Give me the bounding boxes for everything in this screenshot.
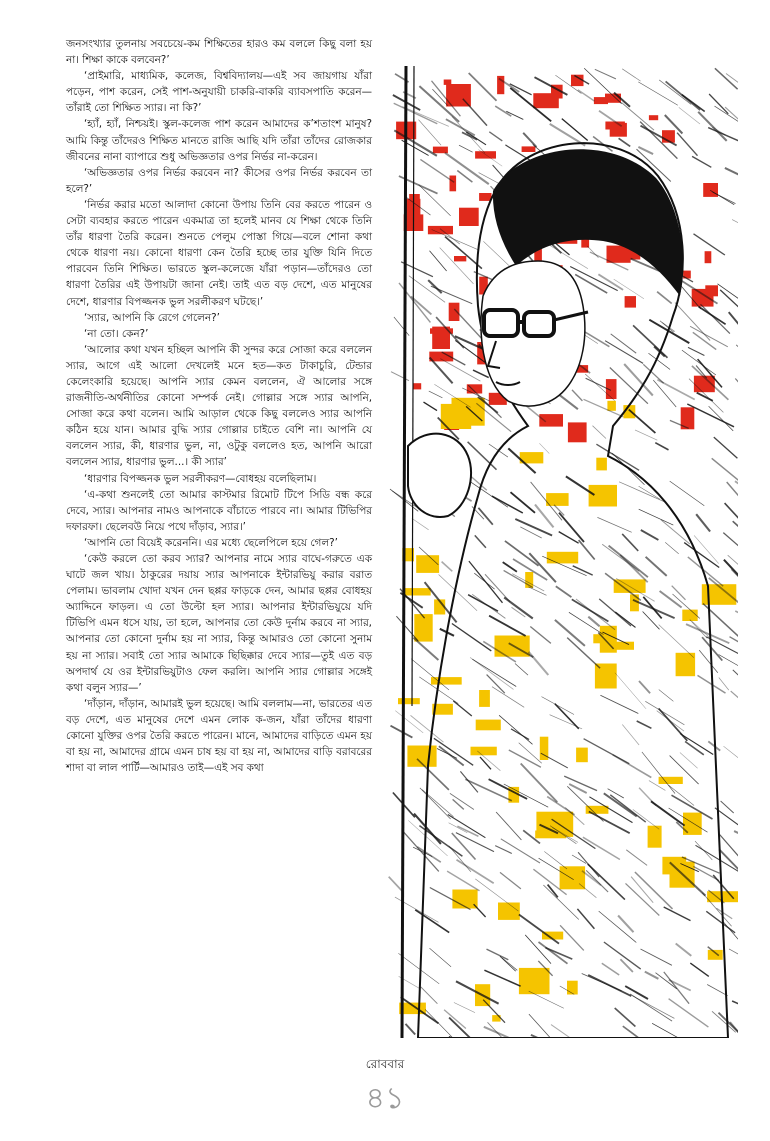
hatch-stroke xyxy=(715,68,738,89)
red-block xyxy=(479,193,491,201)
hatch-stroke xyxy=(495,106,511,116)
article-paragraph: ‘হ্যাঁ, হ্যাঁ, নিশ্চয়ই। স্কুল-কলেজ পাশ করেন আমাদের ক’শতাংশ মানুষ? আমি কিন্তু তাঁদেরও শিক্ষিত মানতে রাজি আছি যদি তাঁরা তাঁদের রোজকার জীবনের নানা ব্যাপারে শুধু অভিজ্ঞতার ওপর নির্ভর না-করেন। xyxy=(66,118,372,163)
hatch-stroke xyxy=(713,192,736,204)
hatch-stroke xyxy=(469,73,497,101)
hatch-stroke xyxy=(431,286,472,304)
hatch-stroke xyxy=(389,877,404,893)
hatch-stroke xyxy=(638,82,678,105)
hatch-stroke xyxy=(729,312,738,325)
article-paragraph: ‘অভিজ্ঞতার ওপর নির্ভর করবেন না? কীসের ওপর নির্ভর করবেন তা হলে?’ xyxy=(66,166,372,195)
hatch-stroke xyxy=(489,132,502,141)
hatch-stroke xyxy=(424,402,438,411)
hatch-stroke xyxy=(734,831,738,843)
yellow-block xyxy=(404,588,431,595)
hatch-stroke xyxy=(440,248,474,284)
hatch-stroke xyxy=(457,171,472,183)
hatch-stroke xyxy=(725,503,738,542)
hatch-stroke xyxy=(430,251,447,271)
hatch-stroke xyxy=(420,159,454,182)
hatch-stroke xyxy=(724,746,739,760)
hatch-stroke xyxy=(622,69,640,81)
page-footer xyxy=(0,1056,770,1125)
hatch-stroke xyxy=(712,458,738,488)
hatch-stroke xyxy=(715,106,739,128)
hatch-stroke xyxy=(442,562,453,572)
hatch-stroke xyxy=(731,691,738,713)
article-paragraph: ‘নির্ভর করার মতো আলাদা কোনো উপায় তিনি বের করতে পারেন ও সেটা ব্যবহার করতে পারেন একমাত্র তা হলেই মানব যে শিক্ষা থেকে তিনি তাঁর ধারণা তৈরি করেন। শুনতে পেলুম পোস্তা গিয়ে—বলে শোনা কথা থেকে ধারণা নয়। কোনো ধারণা কেন তৈরি হচ্ছে তার যুক্তি যিনি দিতে পারবেন তিনি শিক্ষিত। ভারতে স্কুল-কলেজে যাঁরা পড়ান—তাঁদেরও তো ধারণা তৈরির এই উপায়টা জানা নেই। তাই এত বড় দেশে, এত মানুষের দেশে, ধারণার বিপজ্জনক ভুল সরলীকরণ ঘটছে।’ xyxy=(66,198,372,308)
hatch-stroke xyxy=(523,133,536,147)
hatch-stroke xyxy=(733,670,738,682)
article-paragraph: ‘কেউ করলে তো করব স্যার? আপনার নামে স্যার বাঘে-গরুতে এক ঘাটে জল খায়। ঠাকুরের দয়ায় স্যার আপনাকে ইন্টারভিয়ু করার বরাত পেলাম। ভাবলাম খোদা যখন দেন ছপ্পর ফাড়কে দেন, আমার ছপ্পর বোধহয় অ্যাদ্দিনে ফাড়ল। এ তো উল্টো হল স্যার। আপনার ইন্টারভিয়ুয়ে যদি টিভিপি এমন ধসে যায়, তা হলে, আপনার তো কেউ দুর্নাম করবে না স্যার, আপনার তো কোনো দুর্নাম হয় না স্যার, কিন্তু আমারও তো কোনো সুনাম হয় না স্যার। সবাই তো স্যার আমাকে ছিছিক্কার দেবে স্যার—তুই এত বড় অপদার্থ যে ওর ইন্টারভিয়ুটাও ফেল করলি। আপনি স্যার গোল্লার সঙ্গেই কথা বলুন স্যার—’ xyxy=(66,553,372,694)
hatch-stroke xyxy=(459,145,473,152)
hatch-stroke xyxy=(688,347,704,355)
hatch-stroke xyxy=(709,94,728,114)
hatch-stroke xyxy=(714,437,738,458)
vertical-pole-line xyxy=(402,66,406,1038)
red-block xyxy=(533,93,559,108)
magazine-name: রোববার xyxy=(365,1057,405,1071)
hatch-stroke xyxy=(732,1001,738,1021)
yellow-block xyxy=(398,698,420,704)
article-paragraph: ‘না তো। কেন?’ xyxy=(84,327,149,340)
yellow-block xyxy=(416,555,439,573)
hatch-stroke xyxy=(725,168,738,183)
article-paragraph: ‘ধারণার বিপজ্জনক ভুল সরলীকরণ—বোধহয় বলেছিলাম। xyxy=(84,472,317,485)
hatch-stroke xyxy=(736,345,738,380)
hatch-stroke xyxy=(670,481,705,506)
article-paragraph: ‘দাঁড়ান, দাঁড়ান, আমারই ভুল হয়েছে। আমি বললাম—না, ভারতের এত বড় দেশে, এত মানুষের দেশে এমন লোক ক-জন, যাঁরা তাঁদের ধারণা কোনো যুক্তির ওপর তৈরি করতে পারেন। মানে, আমাদের বাড়িতে এমন হয় বা হয় না, আমাদের গ্রামে এমন চাষ হয় বা হয় না, আমাদের বাড়ি বরাবরের শাদা বা লাল পার্টি—আমারও তাই—এই সব কথা xyxy=(66,697,372,775)
hatch-stroke xyxy=(412,518,429,529)
hatch-stroke xyxy=(391,372,409,381)
hatch-stroke xyxy=(463,99,487,126)
hatch-stroke xyxy=(419,120,442,146)
article-column xyxy=(66,36,372,776)
red-block xyxy=(444,80,452,85)
article-paragraph: ‘প্রাইমারি, মাধ্যমিক, কলেজ, বিশ্ববিদ্যালয়—এই সব জায়গায় যাঁরা পড়েন, পাশ করেন, সেই পাশ-অনুযায়ী চাকরি-বাকরি ব্যাবসপাতি করেন—তাঁরাই তো শিক্ষিত স্যার। না কি?’ xyxy=(66,70,372,115)
hatch-stroke xyxy=(432,230,479,250)
hatch-stroke xyxy=(719,678,729,691)
face-shape xyxy=(481,261,585,406)
red-block xyxy=(475,151,496,158)
yellow-block xyxy=(414,614,432,642)
red-block xyxy=(454,256,466,261)
red-block xyxy=(522,146,536,152)
hatch-stroke xyxy=(446,119,475,135)
red-block xyxy=(649,115,658,120)
red-block xyxy=(414,383,422,389)
hatch-stroke xyxy=(578,90,595,101)
hatch-stroke xyxy=(735,611,738,626)
page-number: ৪১ xyxy=(365,1081,405,1116)
article-paragraph: ‘আপনি তো বিয়েই করেননি। এর মধ্যে ছেলেপিলে হয়ে গেল?’ xyxy=(84,536,338,549)
hatch-stroke xyxy=(687,404,734,427)
article-paragraph: জনসংখ্যার তুলনায় সবচেয়ে-কম শিক্ষিতের হারও কম বললে কিছু বলা হয় না। শিক্ষা কাকে বলবেন?’ xyxy=(66,38,372,67)
red-block xyxy=(705,251,712,263)
hatch-stroke xyxy=(429,391,443,398)
hatch-stroke xyxy=(394,103,438,123)
hatch-stroke xyxy=(391,726,413,738)
red-block xyxy=(705,285,718,296)
article-paragraph: ‘এ-কথা শুনলেই তো আমার কাস্টমার রিমোট টিপে সিডি বন্ধ করে দেবে, স্যার। আপনার নামও আপনাকে বাঁচাতে পারবে না। আমার টিভিপির দফারফা। ছেলেবউ নিয়ে পথে দাঁড়াব, স্যার।’ xyxy=(66,488,372,533)
hatch-stroke xyxy=(696,514,710,531)
hatch-stroke xyxy=(655,443,668,450)
hatch-stroke xyxy=(595,69,616,79)
red-block xyxy=(450,176,457,192)
hatch-stroke xyxy=(629,410,656,433)
hatch-stroke xyxy=(729,949,738,967)
hatch-stroke xyxy=(698,112,727,141)
hatch-stroke xyxy=(677,133,697,156)
hatch-stroke xyxy=(562,119,588,141)
sketch-illustration-svg xyxy=(388,66,738,1038)
hatch-stroke xyxy=(720,290,738,311)
article-paragraph: ‘আলোর কথা যখন হচ্ছিল আপনি কী সুন্দর করে সোজা করে বললেন স্যার, আগে এই আলো দেখলেই মনে হত—কত টাকাচুরি, টেন্ডার কেলেংকারি হয়েছে। আপনি স্যার কেমন বললেন, ঐ আলোর সঙ্গে রাজনীতি-অর্থনীতির কোনো সম্পর্ক নেই। গোল্লার সঙ্গে স্যার আপনি, সোজা করে কথা বলেন। আমি আড়াল থেকে কিছু বললেও স্যার আপনি কঠিন হয়ে যান। আমার বুদ্ধি স্যার গোল্লার চাইতে বেশি না। আপনি যে বললেন স্যার, কী, ধারণার ভুল, না, ওটুকু বললেও হত, আপনি আরো বললেন স্যার, ধারণার ভুল...। কী স্যার’ xyxy=(66,343,372,469)
hatch-stroke xyxy=(619,138,631,146)
red-block xyxy=(703,183,718,197)
hatch-stroke xyxy=(473,370,489,378)
sketch-illustration xyxy=(388,66,738,1038)
hatch-stroke xyxy=(721,801,734,813)
hatch-stroke xyxy=(659,80,691,105)
red-block xyxy=(459,208,479,226)
hatch-stroke xyxy=(701,304,730,333)
hatch-stroke xyxy=(735,379,738,403)
hatch-stroke xyxy=(682,95,705,112)
hatch-stroke xyxy=(406,1024,416,1035)
hatch-stroke xyxy=(732,220,738,244)
hatch-stroke xyxy=(692,156,711,167)
hatch-stroke xyxy=(657,380,694,400)
hatch-stroke xyxy=(733,521,738,556)
hatch-stroke xyxy=(679,107,700,124)
red-block xyxy=(594,97,608,104)
hatch-stroke xyxy=(735,481,738,511)
hatch-stroke xyxy=(419,185,451,216)
hand-shape xyxy=(408,434,471,517)
article-paragraph: ‘স্যার, আপনি কি রেগে গেলেন?’ xyxy=(84,311,220,324)
hatch-stroke xyxy=(394,317,409,336)
